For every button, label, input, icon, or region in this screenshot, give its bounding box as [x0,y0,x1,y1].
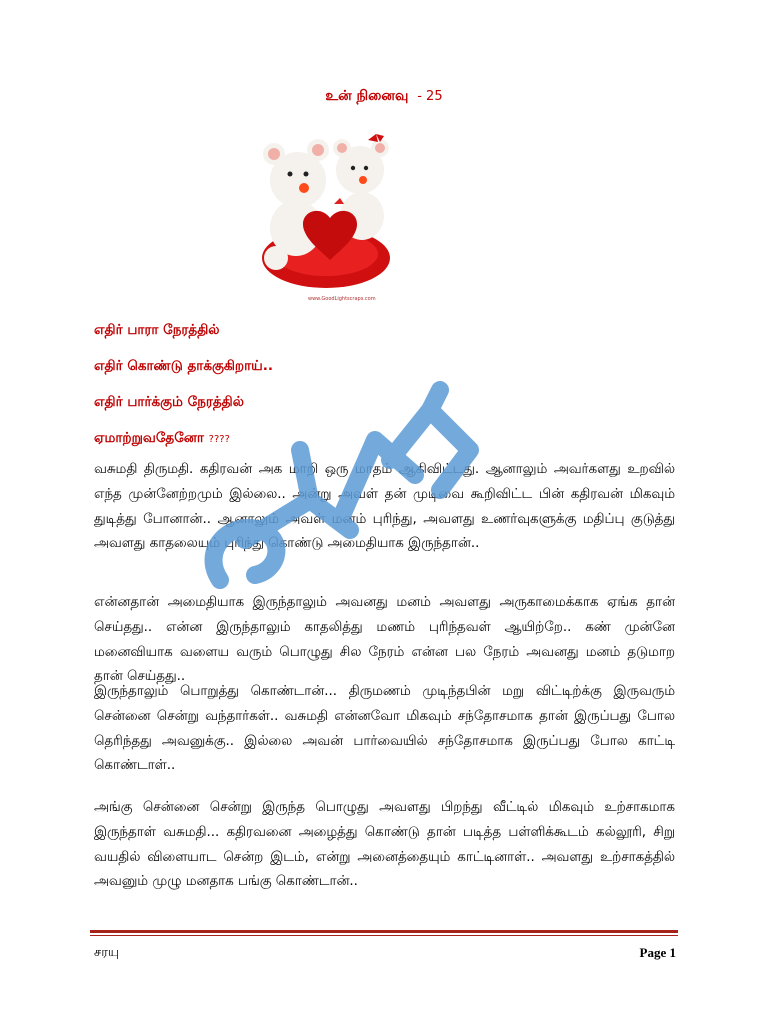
teddy-bears-icon [248,118,402,302]
poem-line-4-text: ஏமாற்றுவதேனோ [94,430,204,446]
paragraph-4: அங்கு சென்னை சென்று இருந்த பொழுது அவளது பிறந்து வீட்டில் மிகவும் உற்சாகமாக இருந்தாள் வசுமதி... கதிரவனை அழைத்து கொண்டு தான் படித்த பள்ளிக்கூடம் கல்லூரி, சிறு வயதில் விளையாட சென்ற இடம், என்று அனைத்தையும் காட்டினாள்.. அவளது உற்சாகத்தில் அவனும் முழு மனதாக பங்கு கொண்டான்.. [94,800,675,890]
page-number: Page 1 [639,945,676,960]
poem-line-1: எதிர் பாரா நேரத்தில் [94,322,220,338]
paragraph-2: என்னதான் அமைதியாக இருந்தாலும் அவனது மனம் அவளது அருகாமைக்காக ஏங்க தான் செய்தது.. என்ன இருந்தாலும் காதலித்து மணம் புரிந்தவள் ஆயிற்றே.. கண் முன்னே மனைவியாக வளைய வரும் பொழுது சில நேரம் என்ன பல நேரம் அவனது மனம் தடுமாற தான் செய்தது.. [94,595,675,685]
footer-rule-thin [90,935,678,936]
paragraph-1: வசுமதி திருமதி. கதிரவன் அக மாறி ஒரு மாதம் ஆகிவிட்டது. ஆனாலும் அவர்களது உறவில் எந்த முன்னேற்றமும் இல்லை.. அன்று அவள் தன் முடிவை கூறிவிட்ட பின் கதிரவன் மிகவும் துடித்து போனான்.. ஆனாலும் அவள் மனம் புரிந்து, அவளது உணர்வுகளுக்கு மதிப்பு குடுத்து அவளது காதலையும் புரிந்து கொண்டு அமைதியாக இருந்தான்.. [94,462,675,552]
poem-line-2: எதிர் கொண்டு தாக்குகிறாய்.. [94,358,274,374]
poem-line-4-suffix: ???? [208,434,230,445]
title-text: உன் நினைவு [325,88,409,104]
footer-rule [90,930,678,933]
teddy-bears-image [248,118,402,302]
title-number: - 25 [417,89,443,104]
image-credit: www.GoodLightscraps.com [308,296,376,302]
poem-line-4 [94,430,230,448]
footer-author: சரயு [94,945,120,960]
paragraph-3: இருந்தாலும் பொறுத்து கொண்டான்... திருமணம் முடிந்தபின் மறு விட்டிற்க்கு இருவரும் சென்னை சென்று வந்தார்கள்.. வசுமதி என்னவோ மிகவும் சந்தோசமாக தான் இருப்பது போல தெரிந்தது அவனுக்கு.. இல்லை அவன் பார்வையில் சந்தோசமாக இருப்பது போல காட்டி கொண்டாள்.. [94,684,675,774]
page-title [0,88,768,106]
poem-line-3: எதிர் பார்க்கும் நேரத்தில் [94,394,244,410]
